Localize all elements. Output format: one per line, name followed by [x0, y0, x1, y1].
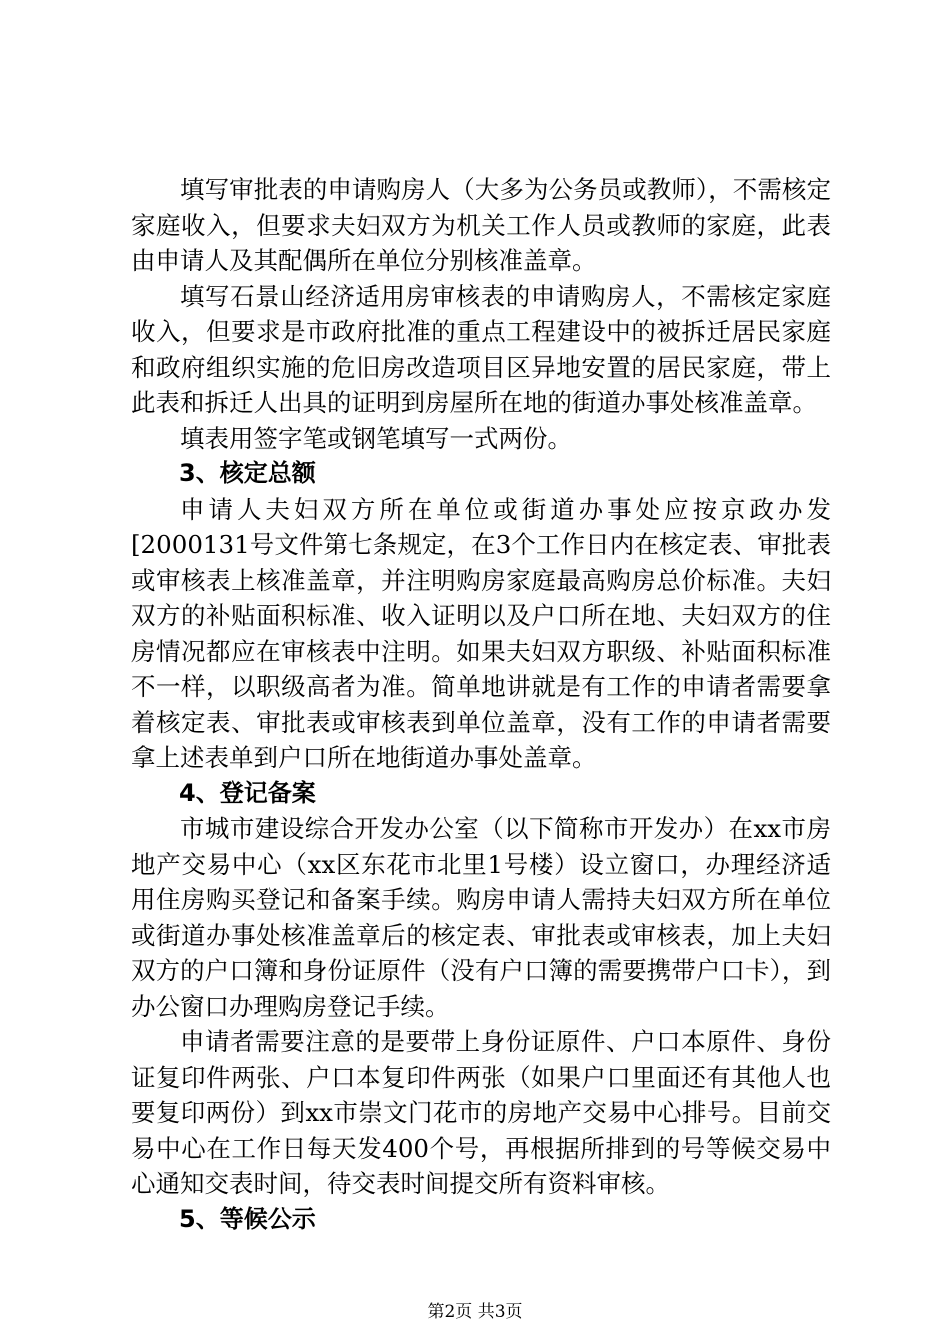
paragraph-shijingshan-form: 填写石景山经济适用房审核表的申请购房人，不需核定家庭收入，但要求是市政府批准的重点工程建设中的被拆迁居民家庭和政府组织实施的危旧房改造项目区异地安置的居民家庭，带上此表和拆迁人出具的证明到房屋所在地的街道办事处核准盖章。: [131, 281, 831, 417]
page-footer: 第2页 共3页: [427, 1302, 523, 1322]
section-heading-5: 5、等候公示: [179, 1204, 316, 1233]
section-heading-4: 4、登记备案: [179, 778, 316, 807]
section-heading-3: 3、核定总额: [179, 459, 316, 487]
paragraph-approval-form: 填写审批表的申请购房人（大多为公务员或教师），不需核定家庭收入，但要求夫妇双方为机关工作人员或教师的家庭，此表由申请人及其配偶所在单位分别核准盖章。: [131, 175, 831, 275]
paragraph-verify-total: 申请人夫妇双方所在单位或街道办事处应按京政办发[2000131号文件第七条规定，在3个工作日内在核定表、审批表或审核表上核准盖章，并注明购房家庭最高购房总价标准。夫妇双方的补贴面积标准、收入证明以及户口所在地、夫妇双方的住房情况都应在审核表中注明。如果夫妇双方职级、补贴面积标准不一样，以职级高者为准。简单地讲就是有工作的申请者需要拿着核定表、审批表或审核表到单位盖章，没有工作的申请者需要拿上述表单到户口所在地街道办事处盖章。: [131, 494, 831, 772]
paragraph-fill-instructions: 填表用签字笔或钢笔填写一式两份。: [180, 423, 572, 453]
document-body: [131, 172, 831, 1237]
paragraph-registration: 市城市建设综合开发办公室（以下简称市开发办）在xx市房地产交易中心（xx区东花市北里1号楼）设立窗口，办理经济适用住房购买登记和备案手续。购房申请人需持夫妇双方所在单位或街道办事处核准盖章后的核定表、审批表或审核表，加上夫妇双方的户口簿和身份证原件（没有户口簿的需要携带户口卡），到办公窗口办理购房登记手续。: [131, 814, 831, 1021]
paragraph-applicant-notes: 申请者需要注意的是要带上身份证原件、户口本原件、身份证复印件两张、户口本复印件两张（如果户口里面还有其他人也要复印两份）到xx市崇文门花市的房地产交易中心排号。目前交易中心在工作日每天发400个号，再根据所排到的号等候交易中心通知交表时间，待交表时间提交所有资料审核。: [131, 1027, 831, 1198]
